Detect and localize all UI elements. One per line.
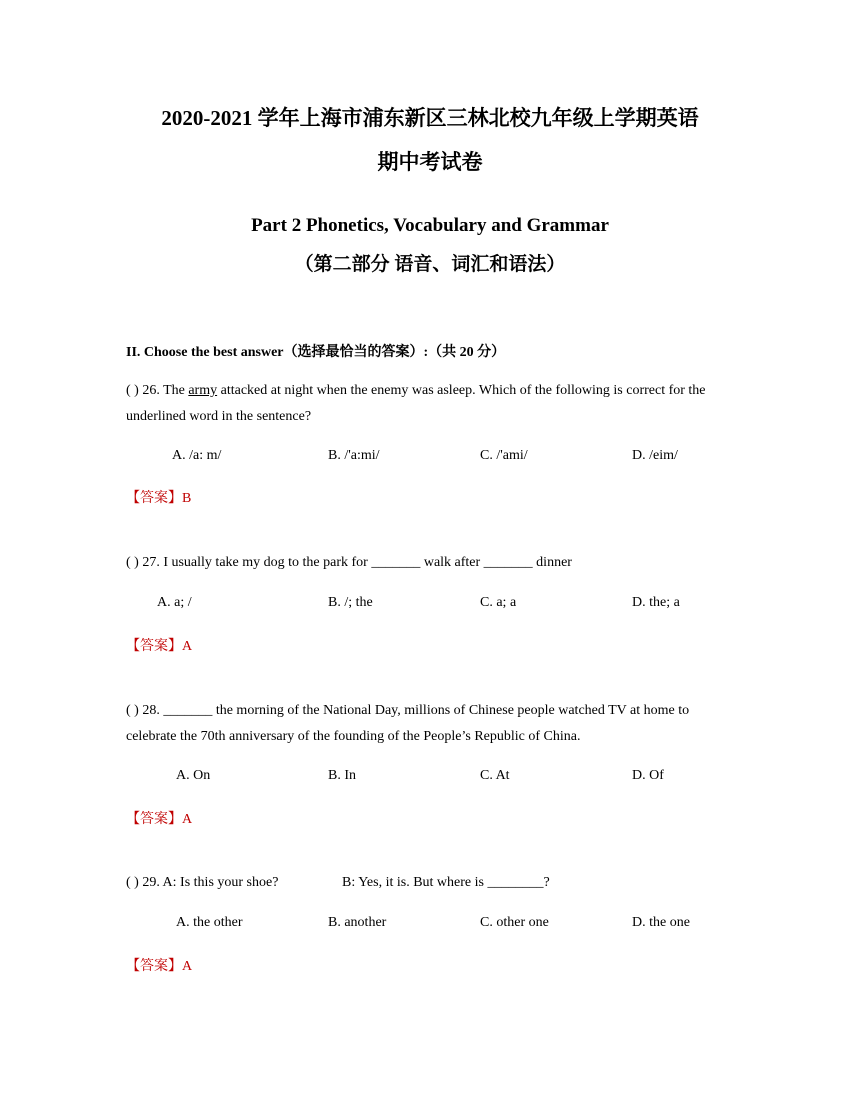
q27-option-b: B. /; the — [328, 595, 373, 610]
doc-title-line2: 期中考试卷 — [377, 150, 483, 174]
q29-option-c: C. other one — [480, 915, 549, 930]
section-heading: II. Choose the best answer（选择最恰当的答案）:（共 20 分） — [126, 345, 506, 360]
q26-answer: 【答案】B — [126, 491, 192, 506]
q26-option-a: A. /a: m/ — [172, 448, 222, 463]
q28-option-b: B. In — [328, 768, 356, 783]
part-subtitle: （第二部分 语音、词汇和语法） — [294, 254, 566, 275]
q26-option-d: D. /eim/ — [632, 448, 678, 463]
q28-answer: 【答案】A — [126, 812, 193, 827]
q27-option-a: A. a; / — [157, 595, 192, 610]
doc-title-line1: 2020-2021 学年上海市浦东新区三林北校九年级上学期英语 — [161, 106, 699, 130]
question-26-prefix: ( ) 26. The — [126, 383, 189, 398]
q27-option-c: C. a; a — [480, 595, 517, 610]
q29-option-d: D. the one — [632, 915, 690, 930]
q26-option-b: B. /'a:mi/ — [328, 448, 380, 463]
question-26-rest: attacked at night when the enemy was asleep. Which of the following is correct for the underlined word in the sentence? — [126, 383, 706, 424]
q26-option-c: C. /'ami/ — [480, 448, 528, 463]
q29-option-b: B. another — [328, 915, 387, 930]
part-title: Part 2 Phonetics, Vocabulary and Grammar — [251, 215, 609, 236]
q27-answer: 【答案】A — [126, 639, 193, 654]
question-29-part-b: B: Yes, it is. But where is ________? — [342, 875, 550, 890]
question-26-underlined-word: army — [188, 383, 218, 398]
q28-option-c: C. At — [480, 768, 510, 783]
q29-option-a: A. the other — [176, 915, 243, 930]
question-27: ( ) 27. I usually take my dog to the park for _______ walk after _______ dinner — [126, 555, 572, 570]
q29-answer: 【答案】A — [126, 959, 193, 974]
question-28: ( ) 28. _______ the morning of the National Day, millions of Chinese people watched TV at home to celebrate the 70th anniversary of the founding of the People’s Republic of China. — [126, 703, 690, 744]
q28-option-d: D. Of — [632, 768, 664, 783]
q28-option-a: A. On — [176, 768, 211, 783]
q27-option-d: D. the; a — [632, 595, 680, 610]
question-26 — [126, 378, 741, 430]
question-29-part-a: ( ) 29. A: Is this your shoe? — [126, 875, 279, 890]
